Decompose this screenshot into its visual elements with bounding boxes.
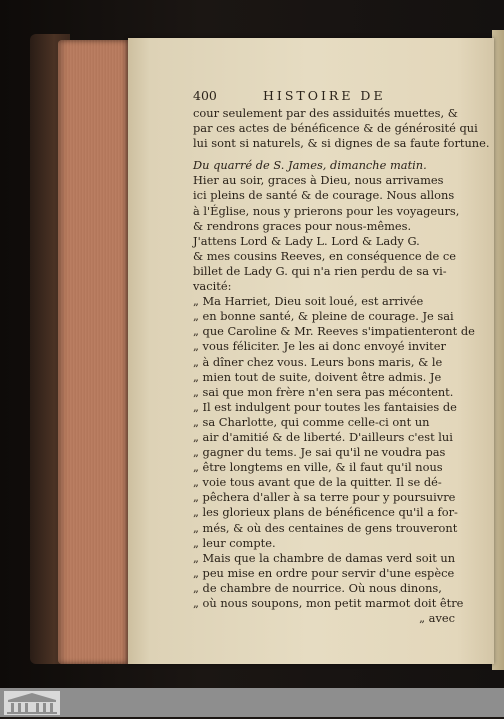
text-line: Hier au soir, graces à Dieu, nous arrivames: [193, 173, 444, 188]
text-line: ici pleins de santé & de courage. Nous allons: [193, 188, 455, 203]
text-line: „ pêchera d'aller à sa terre pour y poursuivre: [193, 490, 456, 505]
text-line: „ de chambre de nourrice. Où nous dinons,: [193, 580, 442, 595]
text-line: lui sont si naturels, & si dignes de sa faute fortune.: [193, 136, 490, 151]
text-line: „ leur compte.: [193, 535, 276, 550]
text-line: par ces actes de bénéficence & de générosité qui: [193, 121, 478, 136]
text-line: „ à dîner chez vous. Leurs bons maris, & le: [193, 354, 443, 369]
text-line: à l'Église, nous y prierons pour les voyageurs,: [193, 203, 460, 218]
text-line: & rendrons graces pour nous-mêmes.: [193, 218, 412, 233]
page-number: 400: [193, 88, 217, 103]
page-edges: [58, 40, 130, 664]
paragraph-gap: [193, 151, 455, 158]
text-line: „ Ma Harriet, Dieu soit loué, est arrivée: [193, 294, 424, 309]
text-line: „ que Caroline & Mr. Reeves s'impatienteront de: [193, 324, 475, 339]
text-line: billet de Lady G. qui n'a rien perdu de sa vi-: [193, 263, 447, 278]
text-line: „ voie tous avant que de la quitter. Il se dé-: [193, 475, 442, 490]
text-line: „ peu mise en ordre pour servir d'une espèce: [193, 565, 455, 580]
library-building-icon: [4, 691, 60, 715]
text-line: „ où nous soupons, mon petit marmot doit être: [193, 596, 464, 610]
text-line: „ més, & où des centaines de gens trouveront: [193, 520, 458, 535]
catchword: „ avec: [419, 611, 455, 626]
footer-bar: [0, 688, 504, 717]
text-line: „ sa Charlotte, qui comme celle-ci ont un: [193, 414, 430, 429]
text-line: „ être longtems en ville, & il faut qu'il nous: [193, 460, 443, 475]
text-line: „ Mais que la chambre de damas verd soit un: [193, 550, 456, 565]
text-line: „ mien tout de suite, doivent être admis. Je: [193, 369, 442, 384]
text-line: „ Il est indulgent pour toutes les fantaisies de: [193, 399, 457, 414]
text-line: „ air d'amitié & de liberté. D'ailleurs c'est lui: [193, 429, 453, 444]
text-line: „ en bonne santé, & pleine de courage. Je sai: [193, 309, 454, 324]
text-line: & mes cousins Reeves, en conséquence de ce: [193, 248, 457, 263]
text-line: „ vous féliciter. Je les ai donc envoyé inviter: [193, 339, 446, 354]
page-header: [193, 88, 455, 106]
text-line: „ les glorieux plans de bénéficence qu'il a for-: [193, 505, 458, 520]
dateline: Du quarré de S. James, dimanche matin.: [193, 158, 427, 173]
text-line: J'attens Lord & Lady L. Lord & Lady G.: [193, 233, 420, 248]
text-line: vacité:: [193, 279, 232, 294]
text-line: cour seulement par des assiduités muettes, &: [193, 106, 458, 120]
running-head: HISTOIRE DE: [263, 88, 386, 103]
page-body: [193, 106, 490, 626]
text-line: „ sai que mon frère n'en sera pas mécontent.: [193, 384, 454, 399]
text-line: „ gagner du tems. Je sai qu'il ne voudra pas: [193, 445, 446, 460]
